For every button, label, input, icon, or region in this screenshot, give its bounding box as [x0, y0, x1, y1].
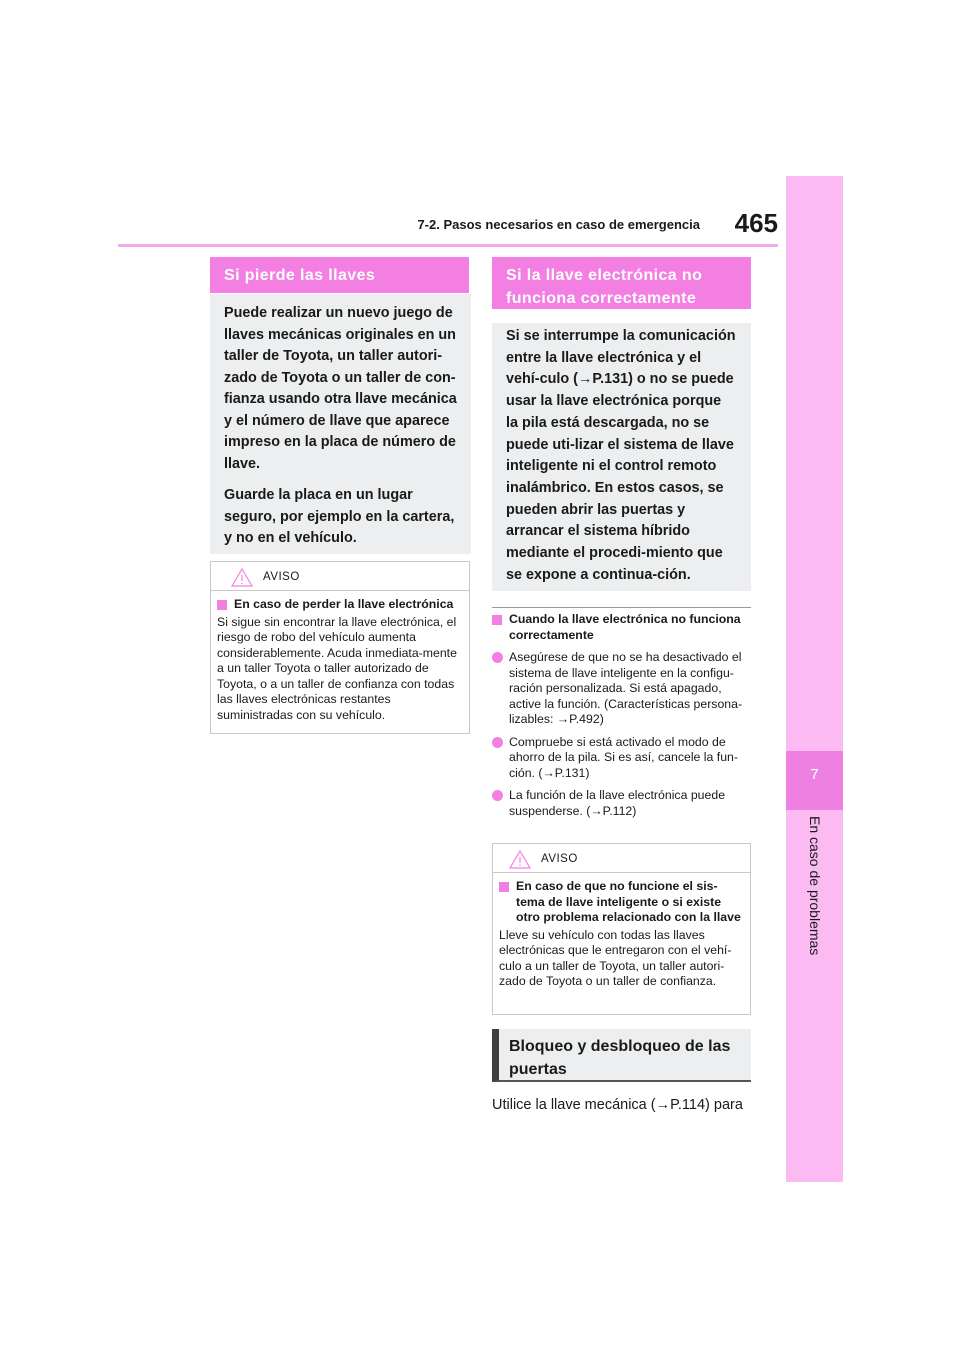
- warning-triangle-icon: [231, 568, 253, 587]
- round-bullet-icon: [492, 737, 503, 748]
- notes-section: [492, 612, 751, 819]
- square-bullet-icon: [492, 615, 502, 625]
- header-rule: [118, 244, 778, 247]
- key-malfunction-box: [492, 323, 751, 591]
- warning-box-header: [211, 562, 469, 591]
- list-item: La función de la llave electrónica puede suspenderse. (→P.112): [492, 788, 751, 819]
- section-title: 7-2. Pasos necesarios en caso de emergencia: [417, 217, 700, 232]
- warning-box-lost-key: [210, 561, 470, 734]
- chapter-title: [786, 816, 843, 956]
- chapter-title-text: En caso de problemas: [806, 816, 823, 956]
- warning-label: AVISO: [541, 853, 578, 865]
- lost-keys-paragraph-1: Puede realizar un nuevo juego de llaves mecánicas originales en un taller de Toyota, un taller autori-zado de Toyota o un taller de con-fianza usando otra llave mecánica y el número de llave que aparece impreso en la placa de número de llave.: [224, 305, 457, 472]
- round-bullet-icon: [492, 652, 503, 663]
- notes-title: Cuando la llave electrónica no funciona correctamente: [492, 612, 751, 643]
- lock-unlock-text: Utilice la llave mecánica (→P.114) para: [492, 1097, 743, 1113]
- chapter-number: 7: [810, 766, 819, 783]
- square-bullet-icon: [217, 600, 227, 610]
- warning-box-header: [493, 844, 750, 873]
- round-bullet-icon: [492, 790, 503, 801]
- warning-box-smart-key: [492, 843, 751, 1015]
- page-number: 465: [734, 208, 778, 238]
- lost-keys-box: [210, 294, 471, 554]
- warning-label: AVISO: [263, 571, 300, 583]
- list-item: Asegúrese de que no se ha desactivado el sistema de llave inteligente en la configu-ración personalizada. Si está apagado, active la función. (Características persona-lizables: →P.492): [492, 650, 751, 728]
- warning-text: Si sigue sin encontrar la llave electrónica, el riesgo de robo del vehículo aumenta considerablemente. Acuda inmediata-mente a un taller Toyota o taller autorizado de Toyota, o a un taller de confianza con todas las llaves electrónicas restantes suministradas con su vehículo.: [217, 614, 457, 722]
- warning-text: Lleve su vehículo con todas las llaves electrónicas que le entregaron con el vehí-culo a un taller de Toyota, un taller autori-zado de Toyota o un taller de confianza.: [499, 927, 732, 988]
- key-malfunction-paragraph: Si se interrumpe la comunicación entre la llave electrónica y el vehí-culo (→P.131) o no se puede usar la llave electrónica porque la pila está descargada, no se puede uti-lizar el sistema de llave inteligente ni el control remoto inalámbrico. En estos casos, se pueden abrir las puertas y arrancar el sistema híbrido mediante el procedi-miento que se expone a continua-ción.: [506, 328, 736, 583]
- square-bullet-icon: [499, 882, 509, 892]
- warning-triangle-icon: [509, 850, 531, 869]
- chapter-tab: [786, 176, 843, 1182]
- warning-title: En caso de que no funcione el sis-tema de llave inteligente o si existe otro problema relacionado con la llave: [499, 879, 744, 926]
- key-malfunction-heading: Si la llave electrónica no funciona correctamente: [492, 257, 751, 309]
- lost-keys-paragraph-2: Guarde la placa en un lugar seguro, por ejemplo en la cartera, y no en el vehículo.: [224, 487, 455, 546]
- list-item: Compruebe si está activado el modo de ahorro de la pila. Si es así, cancele la fun-ción. (→P.131): [492, 735, 751, 782]
- lock-unlock-heading: Bloqueo y desbloqueo de las puertas: [492, 1029, 751, 1082]
- notes-rule: [492, 607, 751, 608]
- lost-keys-heading: Si pierde las llaves: [210, 257, 469, 293]
- warning-title: En caso de perder la llave electrónica: [217, 597, 463, 613]
